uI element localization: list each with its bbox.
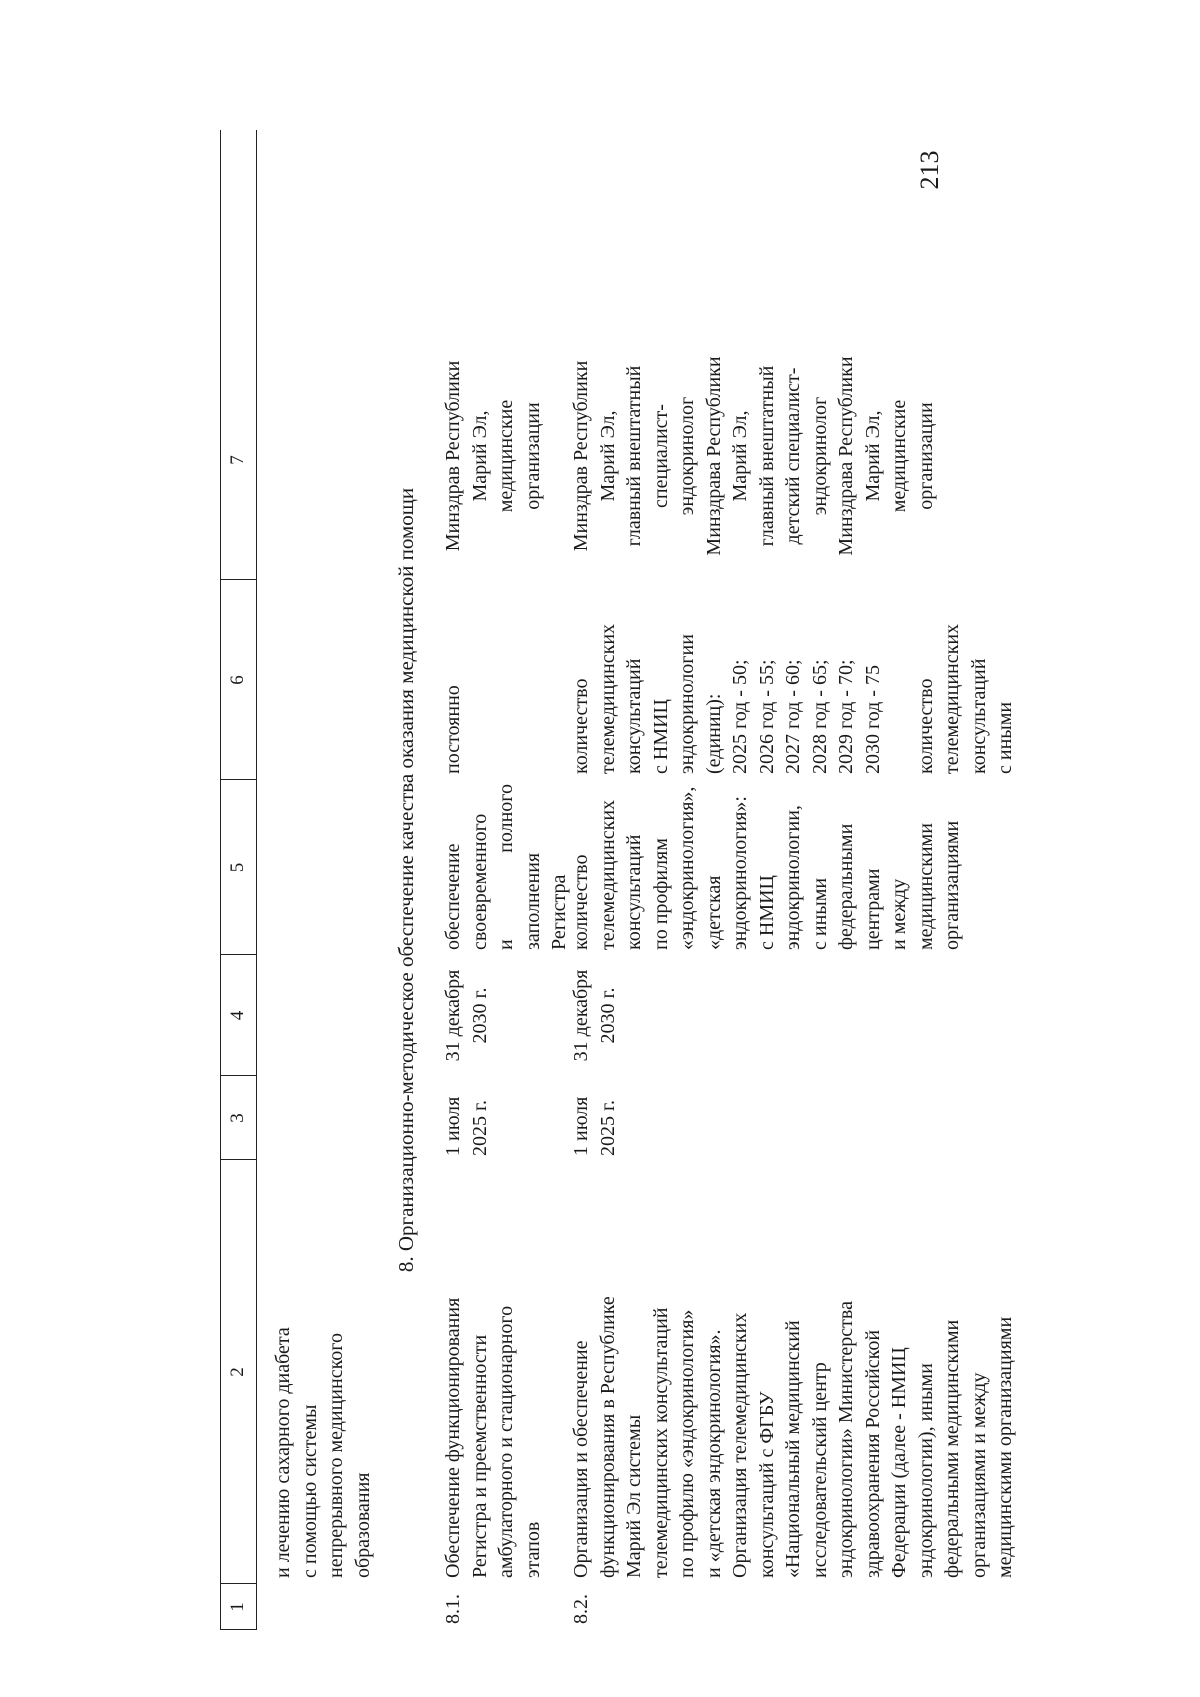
row-end-date: 31 декабря 2030 г.: [442, 969, 491, 1062]
header-col-7: 7: [227, 455, 248, 465]
row-number: 8.1.: [442, 1594, 464, 1624]
header-col-5: 5: [227, 862, 248, 873]
header-col-2: 2: [227, 1367, 248, 1377]
row-result: количество телемедицинских консультаций по профилям «эндокринология», «детская эндокринология»: с НМИЦ эндокринологии, с иными федеральными центрами и между медицинскими организациями: [570, 786, 963, 950]
row-name: Организация и обеспечение функционирования в Республике Марий Эл системы телемедицинских консультаций по профилю «эндокринология» и «детская эндокринология». Организация телемедицинских консультаций с ФГБУ «Национальный медицинский исследовательский центр эндокринологии» Министерства здравоохранения Российской Федерации (далее - НМИЦ эндокринологии), иными федеральными медицинскими организациями и между медицинскими организациями: [570, 1296, 1016, 1578]
header-bottom-line: [256, 130, 257, 1630]
row-result: обеспечение своевременного и полного заполнения Регистра: [442, 784, 570, 950]
row-responsible: Минздрав Республики Марий Эл, медицинские организации: [442, 360, 544, 552]
row-responsible: Минздрав Республики Марий Эл, главный внештатный специалист- эндокринолог Минздрава Республики Марий Эл, главный внештатный детский специалист- эндокринолог Минздрава Республики Марий Эл, медицинские организации: [570, 356, 937, 556]
row-number: 8.2.: [570, 1594, 592, 1624]
row-indicator: постоянно: [442, 685, 464, 774]
header-top-line: [220, 130, 221, 1630]
section-title: 8. Организационно-методическое обеспечение качества оказания медицинской помощи: [394, 487, 418, 1273]
row-name: Обеспечение функционирования Регистра и преемственности амбулаторного и стационарного этапов: [442, 1297, 544, 1578]
prev-row-name: и лечению сахарного диабета с помощью системы непрерывного медицинского образования: [272, 1327, 374, 1578]
row-start-date: 1 июля 2025 г.: [442, 1096, 491, 1156]
row-indicator: количество телемедицинских консультаций с НМИЦ эндокринологии (единиц): 2025 год - 50; 2026 год - 55; 2027 год - 60; 2028 год - 65; 2029 год - 70; 2030 год - 75 количество телемедицинских консультаций с иными: [570, 623, 1016, 774]
row-end-date: 31 декабря 2030 г.: [570, 969, 619, 1062]
header-col-4: 4: [227, 1010, 248, 1021]
row-start-date: 1 июля 2025 г.: [570, 1096, 619, 1156]
header-col-6: 6: [227, 675, 248, 685]
page-number: 213: [915, 150, 944, 190]
table-landscape: [220, 130, 1200, 1630]
header-col-3: 3: [227, 1113, 248, 1123]
header-col-1: 1: [227, 1602, 248, 1612]
